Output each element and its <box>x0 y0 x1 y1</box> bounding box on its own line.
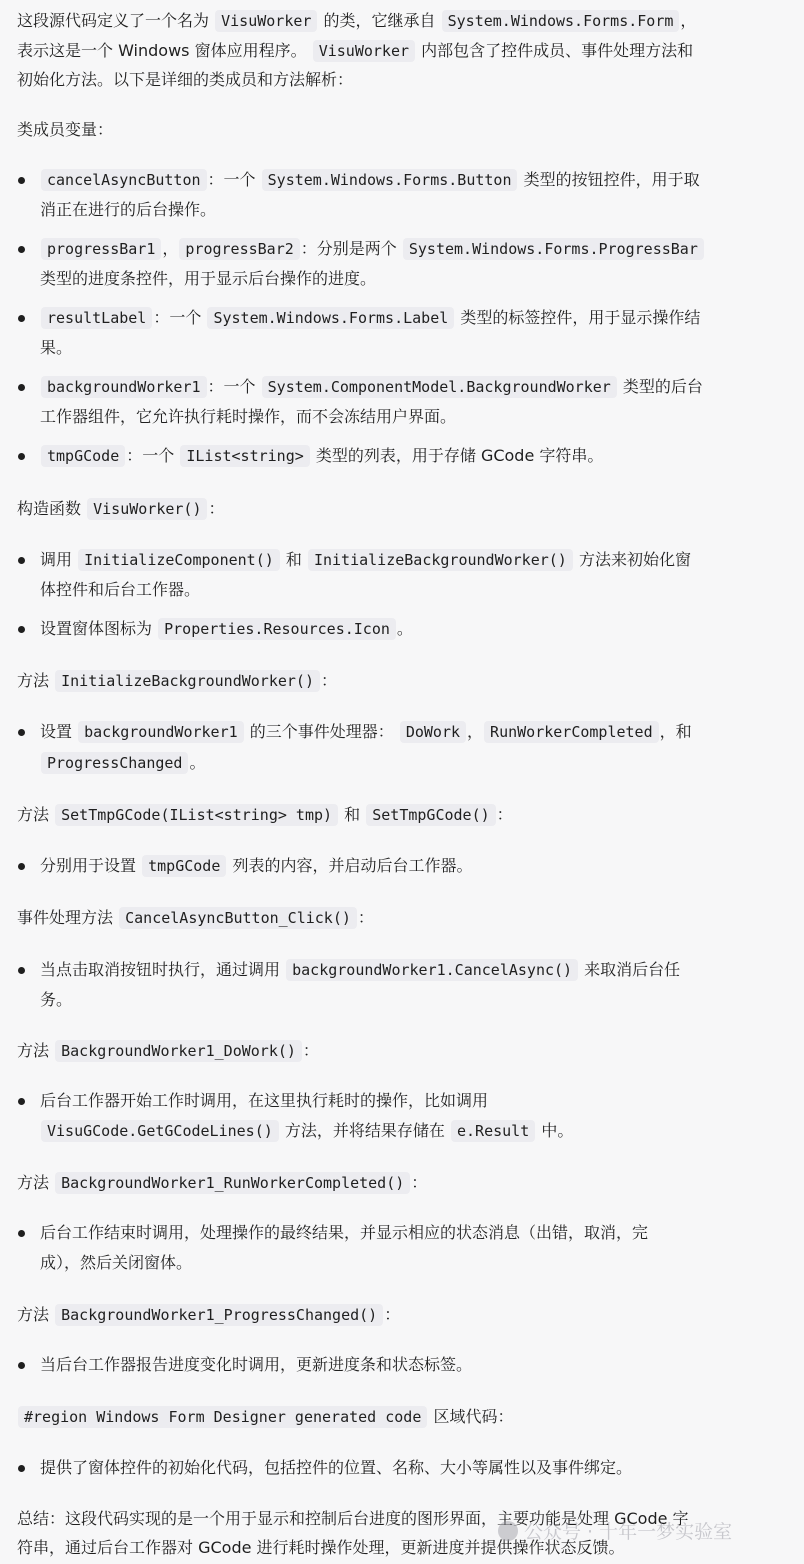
text: 方法 <box>17 1305 50 1324</box>
text: 调用 <box>40 550 73 569</box>
text: 方法 <box>17 1173 50 1192</box>
cancel-heading <box>17 905 374 931</box>
member-1-line-2: 消正在进行的后台操作。 <box>40 200 217 219</box>
text: 设置 <box>40 722 73 741</box>
inline-code: e.Result <box>451 1120 535 1142</box>
member-3-line-1 <box>40 305 700 331</box>
text: ，和 <box>659 722 692 741</box>
bullet-icon <box>18 177 25 184</box>
inline-code: progressBar2 <box>179 238 299 260</box>
text: 和 <box>344 805 361 824</box>
watermark-text: 公众号 · 十年一梦实验室 <box>524 1521 733 1543</box>
bullet-icon <box>18 1362 25 1369</box>
init-bg-bullet-1-line-2 <box>40 750 205 776</box>
inline-code: backgroundWorker1.CancelAsync() <box>286 959 578 981</box>
inline-code: SetTmpGCode(IList<string> tmp) <box>55 804 338 826</box>
init-bg-bullet-1 <box>40 719 692 745</box>
region-bullet-1: 提供了窗体控件的初始化代码，包括控件的位置、名称、大小等属性以及事件绑定。 <box>40 1458 633 1477</box>
inline-code: BackgroundWorker1_DoWork() <box>55 1040 302 1062</box>
cancel-bullet-1-line-2: 务。 <box>40 990 73 1009</box>
inline-code: DoWork <box>400 721 466 743</box>
text: ： <box>302 1041 319 1060</box>
set-tmp-heading <box>17 802 513 828</box>
completed-heading <box>17 1170 427 1196</box>
ctor-heading <box>17 496 225 522</box>
member-3-line-2: 果。 <box>40 338 73 357</box>
inline-code: VisuGCode.GetGCodeLines() <box>41 1120 279 1142</box>
bullet-icon <box>18 626 25 633</box>
member-1-line-1 <box>40 167 700 193</box>
inline-code: BackgroundWorker1_ProgressChanged() <box>55 1304 383 1326</box>
text: ：一个 <box>207 377 256 396</box>
inline-code: VisuWorker() <box>87 498 207 520</box>
bullet-icon <box>18 384 25 391</box>
summary-line-2: 符串，通过后台工作器对 GCode 进行耗时操作处理，更新进度并提供操作状态反馈。 <box>17 1538 625 1557</box>
inline-code: tmpGCode <box>142 855 226 877</box>
text: 方法 <box>17 1041 50 1060</box>
text: 类型的后台 <box>622 377 703 396</box>
member-5-line-1 <box>40 443 603 469</box>
ctor-bullet-2 <box>40 616 413 642</box>
text: 构造函数 <box>17 499 82 518</box>
text: ： <box>320 671 337 690</box>
text: ： <box>357 908 374 927</box>
text: 类型的按钮控件，用于取 <box>523 170 700 189</box>
summary-line-1: 总结：这段代码实现的是一个用于显示和控制后台进度的图形界面，主要功能是处理 GCode 字 <box>17 1509 689 1528</box>
text: 类型的标签控件，用于显示操作结 <box>460 308 701 327</box>
bullet-icon <box>18 1465 25 1472</box>
text: ： <box>208 499 225 518</box>
text: 设置窗体图标为 <box>40 619 153 638</box>
init-bg-heading <box>17 668 337 694</box>
text: 这段源代码定义了一个名为 <box>17 11 210 30</box>
intro-line-3: 初始化方法。以下是详细的类成员和方法解析： <box>17 70 354 89</box>
inline-code: backgroundWorker1 <box>41 376 207 398</box>
bullet-icon <box>18 729 25 736</box>
bullet-icon <box>18 315 25 322</box>
region-heading <box>17 1404 513 1430</box>
inline-code: System.Windows.Forms.ProgressBar <box>403 238 704 260</box>
intro-line-1 <box>17 8 696 34</box>
text: 分别用于设置 <box>40 856 137 875</box>
inline-code: ProgressChanged <box>41 752 188 774</box>
watermark <box>498 1517 732 1544</box>
dowork-heading <box>17 1038 319 1064</box>
intro-line-2 <box>17 38 693 64</box>
text: ， <box>162 239 179 258</box>
text: 。 <box>189 753 206 772</box>
text: 表示这是一个 Windows 窗体应用程序。 <box>17 41 307 60</box>
text: ： <box>411 1173 428 1192</box>
member-2-line-2: 类型的进度条控件，用于显示后台操作的进度。 <box>40 269 377 288</box>
text: 方法来初始化窗 <box>578 550 691 569</box>
bullet-icon <box>18 246 25 253</box>
inline-code: progressBar1 <box>41 238 161 260</box>
text: ：分别是两个 <box>300 239 397 258</box>
progress-heading <box>17 1302 400 1328</box>
text: ：一个 <box>207 170 256 189</box>
text: 的三个事件处理器： <box>249 722 394 741</box>
inline-code: IList<string> <box>180 445 309 467</box>
inline-code: cancelAsyncButton <box>41 169 207 191</box>
dowork-bullet-1-line-2 <box>40 1118 573 1144</box>
member-4-line-2: 工作器组件，它允许执行耗时操作，而不会冻结用户界面。 <box>40 407 457 426</box>
inline-code: System.Windows.Forms.Form <box>442 10 680 32</box>
bullet-icon <box>18 453 25 460</box>
bullet-icon <box>18 863 25 870</box>
text: 事件处理方法 <box>17 908 114 927</box>
inline-code: SetTmpGCode() <box>366 804 495 826</box>
text: 来取消后台任 <box>584 960 681 979</box>
inline-code: CancelAsyncButton_Click() <box>119 907 357 929</box>
inline-code: VisuWorker <box>313 40 415 62</box>
text: 列表的内容，并启动后台工作器。 <box>232 856 473 875</box>
member-4-line-1 <box>40 374 703 400</box>
text: 的类，它继承自 <box>323 11 436 30</box>
text: 和 <box>285 550 302 569</box>
dowork-bullet-1: 后台工作器开始工作时调用，在这里执行耗时的操作，比如调用 <box>40 1091 489 1110</box>
bullet-icon <box>18 557 25 564</box>
text: ： <box>496 805 513 824</box>
bullet-icon <box>18 1230 25 1237</box>
text: ， <box>680 11 697 30</box>
wechat-icon <box>498 1521 518 1541</box>
inline-code: resultLabel <box>41 307 152 329</box>
text: ， <box>467 722 484 741</box>
text: ： <box>384 1305 401 1324</box>
completed-bullet-1-line-2: 成），然后关闭窗体。 <box>40 1253 193 1272</box>
text: 当点击取消按钮时执行，通过调用 <box>40 960 281 979</box>
inline-code: tmpGCode <box>41 445 125 467</box>
inline-code: InitializeBackgroundWorker() <box>308 549 573 571</box>
inline-code: System.ComponentModel.BackgroundWorker <box>262 376 617 398</box>
text: 内部包含了控件成员、事件处理方法和 <box>421 41 694 60</box>
inline-code: InitializeComponent() <box>78 549 280 571</box>
inline-code: RunWorkerCompleted <box>484 721 659 743</box>
members-heading: 类成员变量： <box>17 120 114 139</box>
inline-code: Properties.Resources.Icon <box>158 618 396 640</box>
text: 中。 <box>541 1121 574 1140</box>
bullet-icon <box>18 1098 25 1105</box>
text: 类型的列表，用于存储 GCode 字符串。 <box>315 446 604 465</box>
text: 方法，并将结果存储在 <box>284 1121 445 1140</box>
member-2-line-1 <box>40 236 705 262</box>
ctor-bullet-1-line-2: 体控件和后台工作器。 <box>40 580 201 599</box>
text: 。 <box>396 619 413 638</box>
text: ：一个 <box>153 308 202 327</box>
inline-code: BackgroundWorker1_RunWorkerCompleted() <box>55 1172 410 1194</box>
text: 方法 <box>17 671 50 690</box>
text: ：一个 <box>126 446 175 465</box>
inline-code: System.Windows.Forms.Button <box>262 169 518 191</box>
inline-code: #region Windows Form Designer generated code <box>18 1406 427 1428</box>
text: 区域代码： <box>433 1407 514 1426</box>
ctor-bullet-1 <box>40 547 691 573</box>
inline-code: VisuWorker <box>215 10 317 32</box>
inline-code: InitializeBackgroundWorker() <box>55 670 320 692</box>
text: 方法 <box>17 805 50 824</box>
inline-code: System.Windows.Forms.Label <box>207 307 454 329</box>
completed-bullet-1: 后台工作结束时调用，处理操作的最终结果，并显示相应的状态消息（出错，取消，完 <box>40 1223 649 1242</box>
cancel-bullet-1 <box>40 957 680 983</box>
inline-code: backgroundWorker1 <box>78 721 244 743</box>
bullet-icon <box>18 967 25 974</box>
set-tmp-bullet-1 <box>40 853 472 879</box>
progress-bullet-1: 当后台工作器报告进度变化时调用，更新进度条和状态标签。 <box>40 1355 473 1374</box>
